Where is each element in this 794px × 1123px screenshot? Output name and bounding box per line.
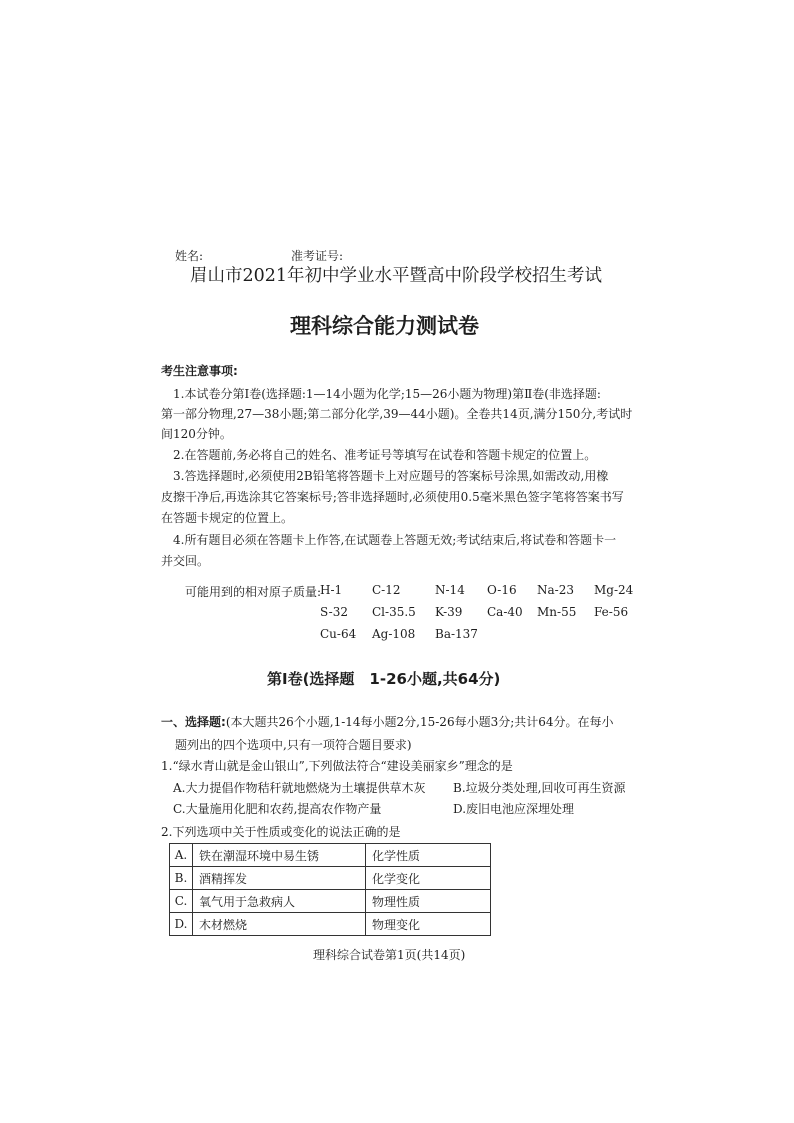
atomic-mass-n: N-14 [435,583,465,597]
atomic-mass-mg: Mg-24 [594,583,634,597]
atomic-mass-label: 可能用到的相对原子质量: [185,585,322,599]
atomic-mass-s: S-32 [320,605,348,619]
notice-item-3-line-1: 3.答选择题时,必须使用2B铅笔将答题卡上对应题号的答案标号涂黑,如需改动,用橡 [173,469,609,483]
question-1-option-b: B.垃圾分类处理,回收可再生资源 [453,781,626,795]
table-cell-statement: 木材燃烧 [193,913,366,936]
question-1-option-d: D.废旧电池应深埋处理 [453,802,575,816]
table-cell-statement: 氧气用于急救病人 [193,890,366,913]
mc-intro-heading: 一、选择题: [161,715,226,729]
section-title: 第Ⅰ卷(选择题 1-26小题,共64分) [267,670,501,688]
table-cell-type: 化学性质 [366,844,491,867]
atomic-mass-cu: Cu-64 [320,627,357,641]
mc-intro-text: (本大题共26个小题,1-14每小题2分,15-26每小题3分;共计64分。在每小 [225,715,614,729]
notice-heading: 考生注意事项: [161,364,238,378]
notice-item-4-line-2: 并交回。 [161,554,210,568]
table-cell-label: D. [170,913,193,936]
table-cell-type: 物理变化 [366,913,491,936]
notice-item-1-line-1: 1.本试卷分第Ⅰ卷(选择题:1—14小题为化学;15—26小题为物理)第Ⅱ卷(非选择题: [173,387,601,401]
table-cell-type: 化学变化 [366,867,491,890]
atomic-mass-o: O-16 [487,583,517,597]
question-1-option-a: A.大力提倡作物秸秆就地燃烧为土壤提供草木灰 [173,781,426,795]
atomic-mass-h: H-1 [320,583,343,597]
paper-title: 理科综合能力测试卷 [290,314,479,338]
table-cell-statement: 铁在潮湿环境中易生锈 [193,844,366,867]
question-2-table [169,843,491,936]
table-cell-label: A. [170,844,193,867]
table-cell-label: C. [170,890,193,913]
atomic-mass-c: C-12 [372,583,401,597]
atomic-mass-fe: Fe-56 [594,605,629,619]
table-row [170,913,491,936]
mc-intro-line-2: 题列出的四个选项中,只有一项符合题目要求) [175,738,412,752]
notice-item-1-line-3: 间120分钟。 [161,427,232,441]
atomic-mass-k: K-39 [435,605,463,619]
table-row [170,890,491,913]
notice-item-4-line-1: 4.所有题目必须在答题卡上作答,在试题卷上答题无效;考试结束后,将试卷和答题卡一 [173,533,617,547]
admission-number-label: 准考证号: [291,249,344,263]
atomic-mass-ca: Ca-40 [487,605,523,619]
notice-item-2: 2.在答题前,务必将自己的姓名、准考证号等填写在试卷和答题卡规定的位置上。 [173,448,597,462]
atomic-mass-na: Na-23 [537,583,574,597]
page-footer: 理科综合试卷第1页(共14页) [313,948,466,962]
atomic-mass-ba: Ba-137 [435,627,478,641]
notice-item-3-line-2: 皮擦干净后,再选涂其它答案标号;答非选择题时,必须使用0.5毫米黑色签字笔将答案书写 [161,490,624,504]
table-cell-statement: 酒精挥发 [193,867,366,890]
question-1-option-c: C.大量施用化肥和农药,提高农作物产量 [173,802,382,816]
question-1-stem: 1.“绿水青山就是金山银山”,下列做法符合“建设美丽家乡”理念的是 [161,759,513,773]
name-label: 姓名: [175,249,204,263]
question-2-stem: 2.下列选项中关于性质或变化的说法正确的是 [161,825,401,839]
atomic-mass-mn: Mn-55 [537,605,577,619]
atomic-mass-cl: Cl-35.5 [372,605,416,619]
table-row [170,844,491,867]
mc-intro-line-1 [161,713,614,730]
notice-item-1-line-2: 第一部分物理,27—38小题;第二部分化学,39—44小题)。全卷共14页,满分150分,考试时 [161,407,633,421]
atomic-mass-ag: Ag-108 [372,627,416,641]
table-row [170,867,491,890]
table-cell-type: 物理性质 [366,890,491,913]
exam-title: 眉山市2021年初中学业水平暨高中阶段学校招生考试 [190,266,603,286]
notice-item-3-line-3: 在答题卡规定的位置上。 [161,511,294,525]
table-cell-label: B. [170,867,193,890]
